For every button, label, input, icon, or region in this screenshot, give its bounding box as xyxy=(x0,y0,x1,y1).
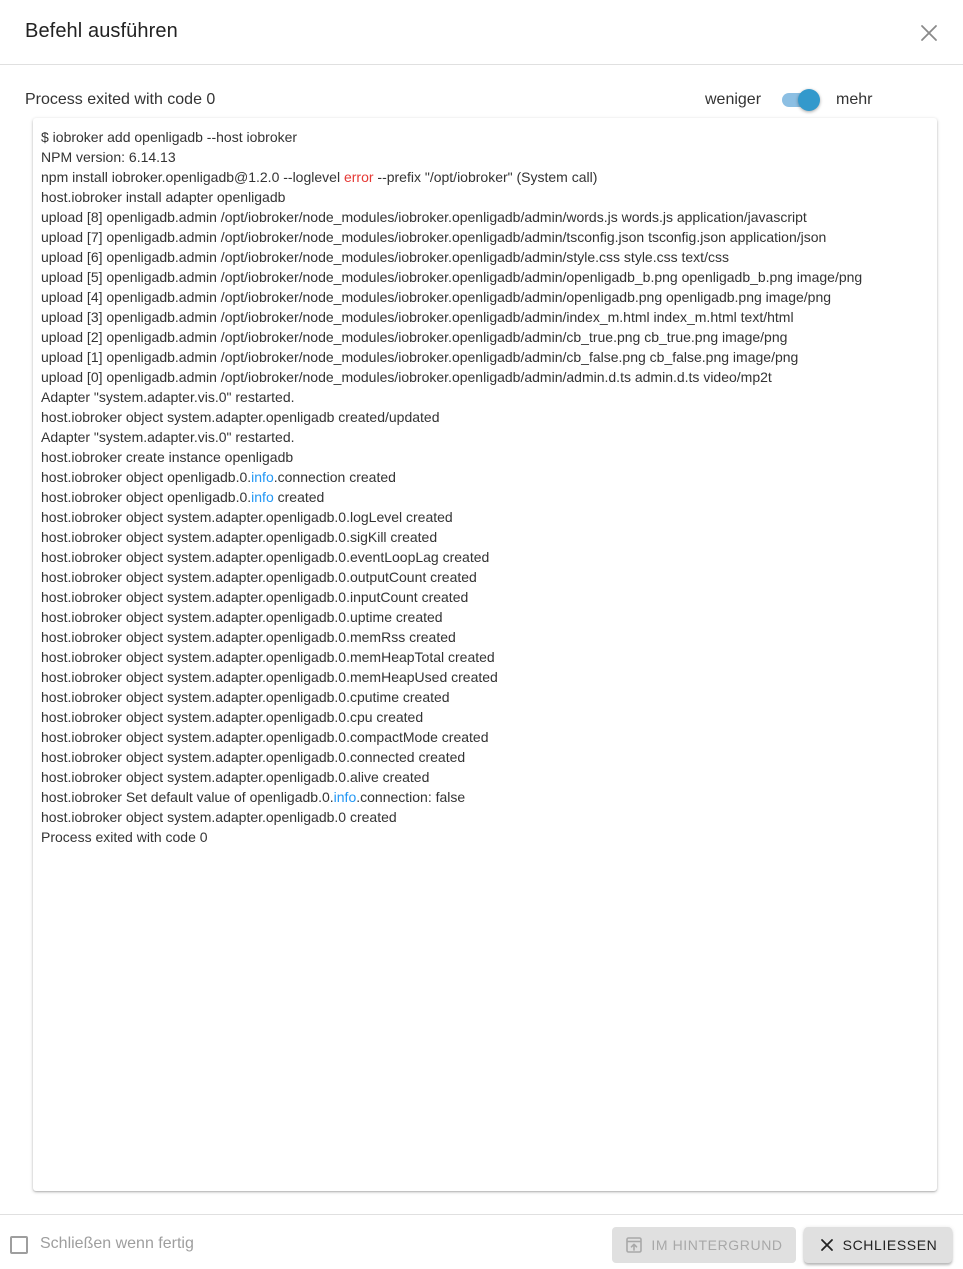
close-icon xyxy=(819,1237,835,1253)
log-line: Process exited with code 0 xyxy=(41,829,208,845)
log-line: upload [7] openligadb.admin /opt/iobroker/node_modules/iobroker.openligadb/admin/tsconfig.json tsconfig.json application/json xyxy=(41,229,827,245)
log-line: host.iobroker create instance openligadb xyxy=(41,449,294,465)
dialog-footer xyxy=(0,1214,963,1269)
log-line xyxy=(41,467,929,487)
log-token-info: info xyxy=(251,469,274,485)
verbosity-toggle-group xyxy=(0,65,963,117)
log-text: host.iobroker Set default value of openligadb.0. xyxy=(41,789,334,805)
log-line: host.iobroker object system.adapter.openligadb.0.eventLoopLag created xyxy=(41,549,490,565)
dialog-close-button[interactable] xyxy=(916,20,942,46)
log-line: host.iobroker object system.adapter.openligadb.0.alive created xyxy=(41,769,430,785)
switch-thumb[interactable] xyxy=(798,89,820,111)
log-line: upload [0] openligadb.admin /opt/iobroker/node_modules/iobroker.openligadb/admin/admin.d.ts admin.d.ts video/mp2t xyxy=(41,369,772,385)
log-line: host.iobroker object system.adapter.openligadb.0.connected created xyxy=(41,749,466,765)
log-line: host.iobroker object system.adapter.openligadb.0.memHeapTotal created xyxy=(41,649,495,665)
dialog-header xyxy=(0,0,963,65)
open-in-background-icon xyxy=(625,1236,643,1254)
log-text: host.iobroker object openligadb.0. xyxy=(41,469,252,485)
close-button-label: SCHLIESSEN xyxy=(842,1237,938,1253)
log-token-info: info xyxy=(333,789,357,805)
log-line: upload [2] openligadb.admin /opt/iobroker/node_modules/iobroker.openligadb/admin/cb_true.png cb_true.png image/png xyxy=(41,329,788,345)
log-line: $ iobroker add openligadb --host iobroker xyxy=(41,129,298,145)
log-lines xyxy=(41,127,929,847)
log-text: npm install iobroker.openligadb@1.2.0 --loglevel xyxy=(41,169,344,185)
verbosity-switch[interactable] xyxy=(780,89,822,111)
status-row xyxy=(0,65,963,117)
log-line: Adapter "system.adapter.vis.0" restarted. xyxy=(41,429,295,445)
log-line: host.iobroker object system.adapter.openligadb.0.outputCount created xyxy=(41,569,477,585)
log-line: upload [8] openligadb.admin /opt/iobroker/node_modules/iobroker.openligadb/admin/words.js words.js application/javascript xyxy=(41,209,807,225)
log-token-info: info xyxy=(251,489,274,505)
log-output-panel[interactable] xyxy=(33,118,937,1191)
log-text: .connection created xyxy=(273,469,396,485)
log-line: host.iobroker object system.adapter.openligadb.0.cputime created xyxy=(41,689,450,705)
log-line: host.iobroker object system.adapter.openligadb created/updated xyxy=(41,409,440,425)
log-line: host.iobroker object system.adapter.openligadb.0.compactMode created xyxy=(41,729,489,745)
close-when-done-checkbox[interactable] xyxy=(10,1236,28,1254)
log-line: Adapter "system.adapter.vis.0" restarted. xyxy=(41,389,295,405)
log-line: host.iobroker install adapter openligadb xyxy=(41,189,286,205)
background-button-label: IM HINTERGRUND xyxy=(651,1237,783,1253)
log-token-err: error xyxy=(343,169,374,185)
toggle-more-label: mehr xyxy=(836,91,873,108)
log-line: upload [1] openligadb.admin /opt/iobroker/node_modules/iobroker.openligadb/admin/cb_false.png cb_false.png image/png xyxy=(41,349,799,365)
log-line: upload [5] openligadb.admin /opt/iobroker/node_modules/iobroker.openligadb/admin/openligadb_b.png openligadb_b.png image/png xyxy=(41,269,863,285)
log-line xyxy=(41,167,929,187)
log-line xyxy=(41,487,929,507)
log-line: host.iobroker object system.adapter.openligadb.0.memHeapUsed created xyxy=(41,669,498,685)
log-text: created xyxy=(273,489,325,505)
log-line: host.iobroker object system.adapter.openligadb.0.memRss created xyxy=(41,629,456,645)
log-line: host.iobroker object system.adapter.openligadb.0.sigKill created xyxy=(41,529,438,545)
log-line: host.iobroker object system.adapter.openligadb.0.logLevel created xyxy=(41,509,453,525)
toggle-less-label: weniger xyxy=(705,91,762,108)
log-line: upload [6] openligadb.admin /opt/iobroker/node_modules/iobroker.openligadb/admin/style.css style.css text/css xyxy=(41,249,729,265)
close-icon xyxy=(916,20,942,46)
close-button[interactable] xyxy=(804,1227,952,1263)
log-line: host.iobroker object system.adapter.openligadb.0.cpu created xyxy=(41,709,424,725)
process-status-text: Process exited with code 0 xyxy=(25,91,216,108)
log-line: upload [4] openligadb.admin /opt/iobroker/node_modules/iobroker.openligadb/admin/openligadb.png openligadb.png image/png xyxy=(41,289,832,305)
log-line: host.iobroker object system.adapter.openligadb.0.uptime created xyxy=(41,609,443,625)
background-button[interactable] xyxy=(612,1227,796,1263)
log-text: --prefix "/opt/iobroker" (System call) xyxy=(373,169,598,185)
log-text: .connection: false xyxy=(356,789,466,805)
log-line: host.iobroker object system.adapter.openligadb.0.inputCount created xyxy=(41,589,469,605)
log-line: NPM version: 6.14.13 xyxy=(41,149,176,165)
log-text: host.iobroker object openligadb.0. xyxy=(41,489,252,505)
log-line: host.iobroker object system.adapter.openligadb.0 created xyxy=(41,809,397,825)
dialog-title: Befehl ausführen xyxy=(25,20,178,42)
log-line: upload [3] openligadb.admin /opt/iobroker/node_modules/iobroker.openligadb/admin/index_m.html index_m.html text/html xyxy=(41,309,794,325)
log-line xyxy=(41,787,929,807)
close-when-done-label[interactable]: Schließen wenn fertig xyxy=(40,1235,194,1252)
